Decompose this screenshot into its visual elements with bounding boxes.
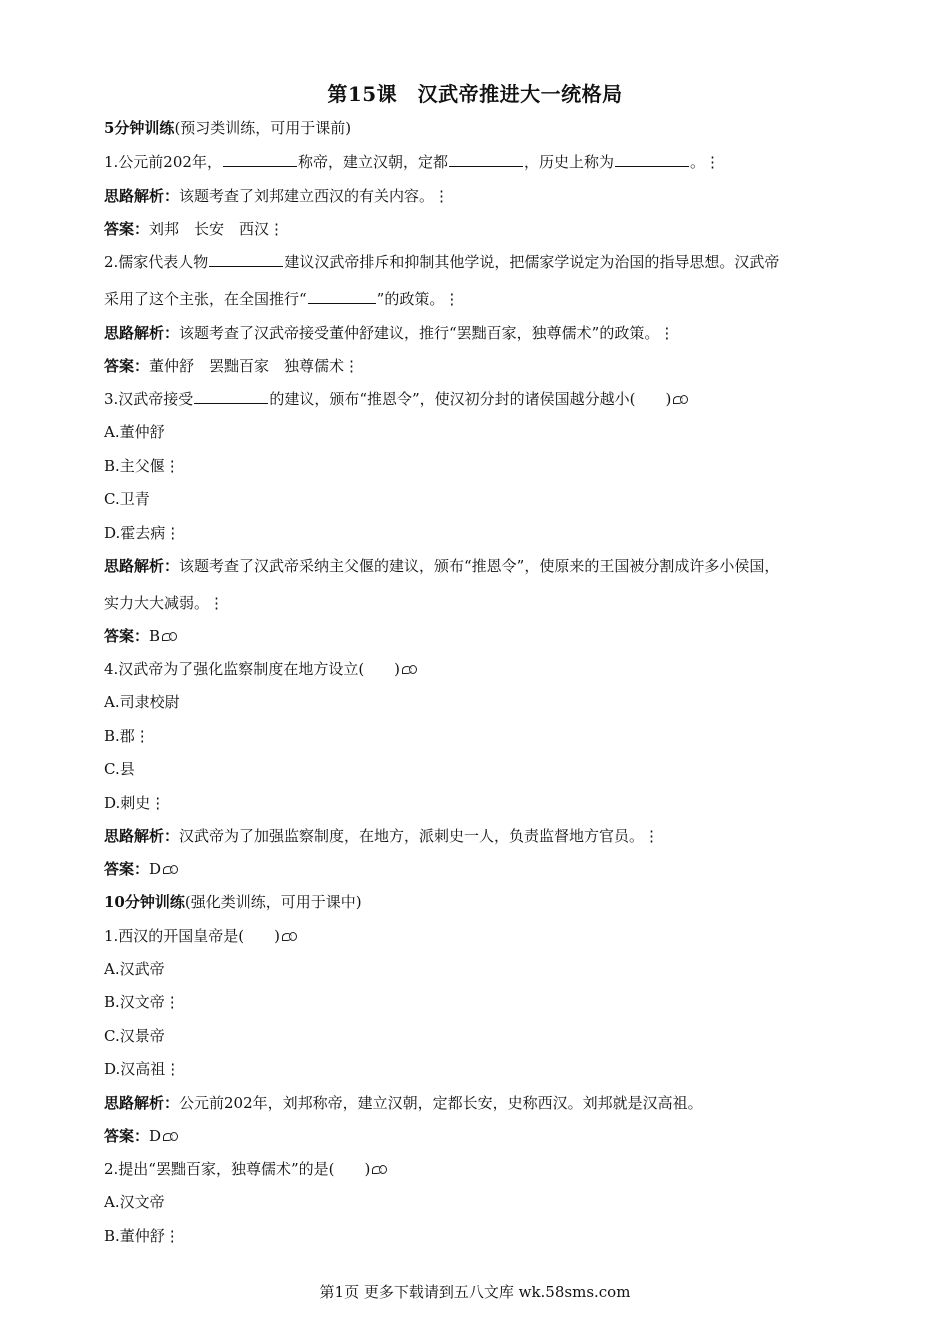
fill-blank — [194, 389, 268, 404]
question-text: 2.提出“罢黜百家，独尊儒术”的是( ) — [104, 1160, 371, 1178]
analysis-text: 汉武帝为了加强监察制度，在地方，派刺史一人，负责监督地方官员。⋮ — [179, 827, 660, 845]
question-text: 4.汉武帝为了强化监察制度在地方设立( ) — [104, 660, 401, 678]
question-2 — [104, 1159, 884, 1179]
answer — [104, 219, 884, 239]
option-d: D.霍去病⋮ — [104, 524, 181, 542]
answer-text: D — [149, 1127, 162, 1145]
question-text: 的建议，颁布“推恩令”，使汉初分封的诸侯国越分越小( ) — [269, 390, 672, 408]
answer-label: 答案： — [104, 357, 150, 375]
answer-text: D — [149, 860, 162, 878]
question-text: 2.儒家代表人物 — [104, 253, 209, 271]
option-c: C.卫青 — [104, 490, 150, 508]
analysis-label: 思路解析： — [104, 827, 180, 845]
option-b: B.汉文帝⋮ — [104, 993, 180, 1011]
fill-blank — [449, 152, 523, 167]
analysis-text: 该题考查了刘邦建立西汉的有关内容。⋮ — [179, 187, 450, 205]
question-text: ”的政策。⋮ — [376, 290, 460, 308]
analysis — [104, 556, 884, 576]
answer-text: 董仲舒 罢黜百家 独尊儒术⋮ — [149, 357, 360, 375]
option-a: A.汉武帝 — [104, 960, 165, 978]
option-c: C.县 — [104, 760, 135, 778]
return-mark-icon — [673, 393, 689, 405]
option-b: B.郡⋮ — [104, 727, 150, 745]
option-d: D.汉高祖⋮ — [104, 1060, 181, 1078]
fill-blank — [308, 289, 376, 304]
return-mark-icon — [162, 630, 178, 642]
answer — [104, 859, 884, 879]
question-text: 1.公元前202年， — [104, 153, 222, 171]
question-text: 采用了这个主张，在全国推行“ — [104, 290, 307, 308]
fill-blank — [209, 252, 283, 267]
analysis — [104, 826, 884, 846]
option-a: A.董仲舒 — [104, 423, 165, 441]
answer — [104, 356, 884, 376]
fill-blank — [223, 152, 297, 167]
question-text: 3.汉武帝接受 — [104, 390, 194, 408]
return-mark-icon — [372, 1163, 388, 1175]
page-title: 第15课 汉武帝推进大一统格局 — [327, 82, 623, 106]
page-footer: 第1页 更多下载请到五八文库 wk.58sms.com — [319, 1283, 631, 1301]
fill-blank — [615, 152, 689, 167]
analysis-label: 思路解析： — [104, 1094, 180, 1112]
analysis-text: 该题考查了汉武帝采纳主父偃的建议，颁布“推恩令”，使原来的王国被分割成许多小侯国， — [179, 557, 780, 575]
section-heading-bold: 10分钟训练 — [104, 893, 185, 911]
analysis-label: 思路解析： — [104, 557, 180, 575]
option-b: B.主父偃⋮ — [104, 457, 180, 475]
return-mark-icon — [163, 863, 179, 875]
question-text: 建议汉武帝排斥和抑制其他学说，把儒家学说定为治国的指导思想。汉武帝 — [284, 253, 780, 271]
section-heading-note: (预习类训练，可用于课前) — [174, 119, 352, 137]
question-2-continued — [104, 289, 884, 309]
section-heading-note: (强化类训练，可用于课中) — [184, 893, 362, 911]
answer-text: B — [149, 627, 161, 645]
analysis — [104, 323, 884, 343]
question-text: 称帝，建立汉朝，定都 — [297, 153, 448, 171]
question-1 — [104, 152, 884, 172]
answer — [104, 1126, 884, 1146]
analysis-text: 该题考查了汉武帝接受董仲舒建议，推行“罢黜百家，独尊儒术”的政策。⋮ — [179, 324, 675, 342]
analysis — [104, 1093, 884, 1113]
analysis-label: 思路解析： — [104, 324, 180, 342]
return-mark-icon — [282, 930, 298, 942]
return-mark-icon — [402, 663, 418, 675]
analysis-continued: 实力大大减弱。⋮ — [104, 594, 225, 612]
return-mark-icon — [163, 1130, 179, 1142]
answer-label: 答案： — [104, 627, 150, 645]
question-1 — [104, 926, 884, 946]
analysis-text: 公元前202年，刘邦称帝，建立汉朝，定都长安，史称西汉。刘邦就是汉高祖。 — [179, 1094, 703, 1112]
section-heading-bold: 5分钟训练 — [104, 119, 175, 137]
analysis — [104, 186, 884, 206]
question-3 — [104, 389, 884, 409]
answer — [104, 626, 884, 646]
answer-label: 答案： — [104, 860, 150, 878]
option-c: C.汉景帝 — [104, 1027, 165, 1045]
answer-label: 答案： — [104, 220, 150, 238]
question-2 — [104, 252, 884, 272]
section-heading-10min — [104, 892, 884, 912]
question-4 — [104, 659, 884, 679]
option-a: A.司隶校尉 — [104, 693, 180, 711]
answer-label: 答案： — [104, 1127, 150, 1145]
option-b: B.董仲舒⋮ — [104, 1227, 180, 1245]
answer-text: 刘邦 长安 西汉⋮ — [149, 220, 285, 238]
question-text: 1.西汉的开国皇帝是( ) — [104, 927, 281, 945]
option-a: A.汉文帝 — [104, 1193, 165, 1211]
analysis-label: 思路解析： — [104, 187, 180, 205]
option-d: D.刺史⋮ — [104, 794, 166, 812]
question-text: ，历史上称为 — [523, 153, 614, 171]
question-text: 。⋮ — [689, 153, 720, 171]
section-heading-5min — [104, 118, 884, 138]
